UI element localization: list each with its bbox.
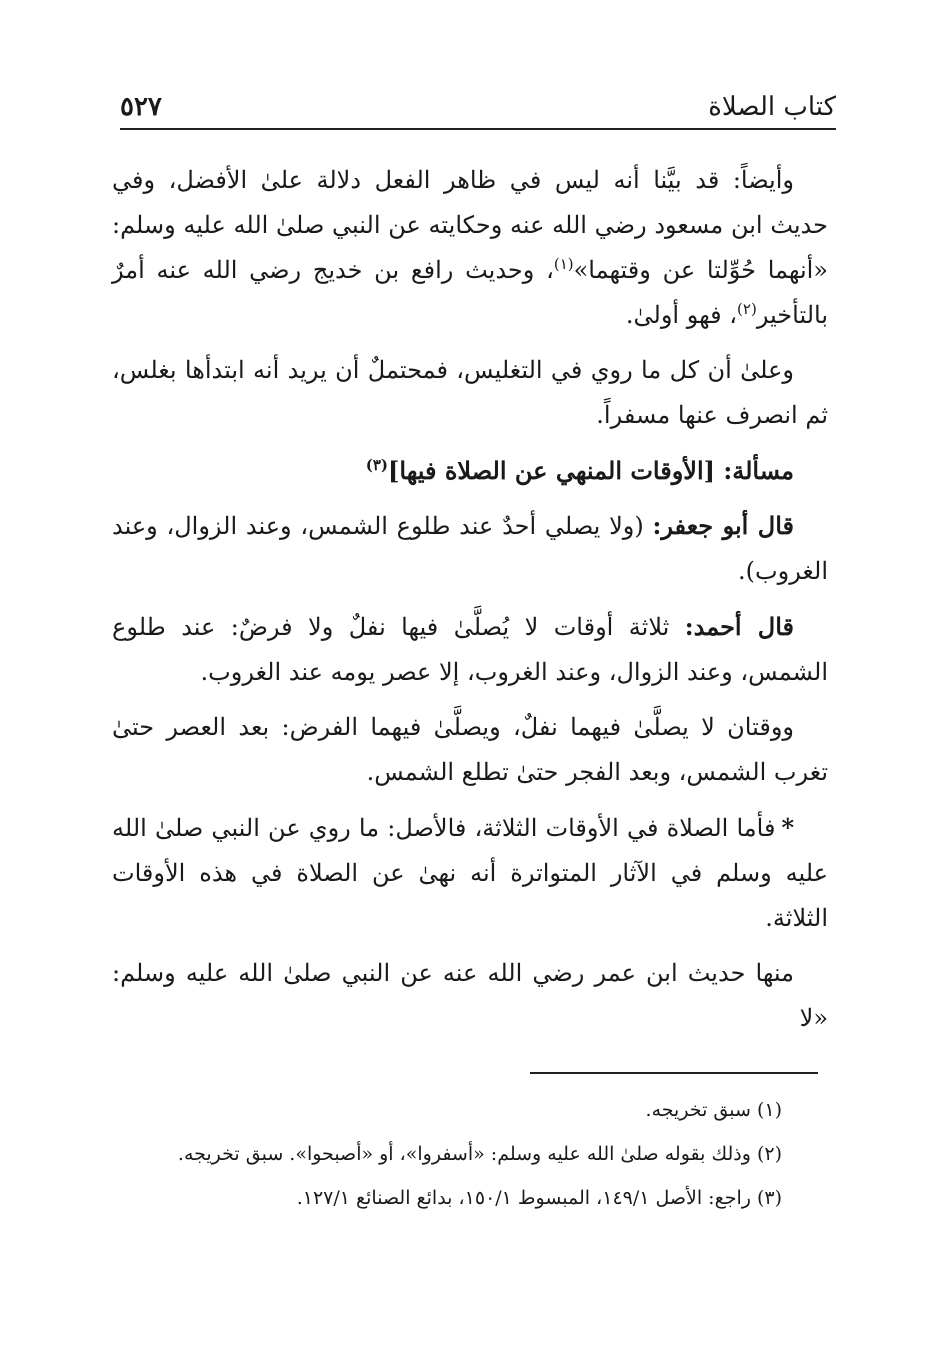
abu-jafar-label: قال أبو جعفر: [652, 511, 794, 540]
issue-heading-text: مسألة: [الأوقات المنهي عن الصلاة فيها] [388, 456, 794, 485]
issue-heading [112, 448, 828, 493]
page-number: ٥٢٧ [120, 92, 162, 122]
paragraph-1-text: وأيضاً: قد بيَّنا أنه ليس في ظاهر الفعل دلالة علىٰ الأفضل، وفي حديث ابن مسعود رضي الله عنه وحكايته عن النبي صلىٰ الله عليه وسلم: «أنهما حُوِّلتا عن وقتهما» [112, 166, 828, 284]
paragraph-1 [112, 158, 828, 338]
paragraph-2: وعلىٰ أن كل ما روي في التغليس، فمحتملٌ أن يريد أنه ابتدأها بغلس، ثم انصرف عنها مسفراً. [112, 356, 828, 429]
paragraph-1-end: ، فهو أولىٰ. [625, 301, 738, 329]
footnote-2: (٢) وذلك بقوله صلىٰ الله عليه وسلم: «أسفروا»، أو «أصبحوا». سبق تخريجه. [177, 1143, 782, 1165]
asterisk-marker: * [781, 813, 794, 842]
abu-jafar-text: (ولا يصلي أحدٌ عند طلوع الشمس، وعند الزوال، وعند الغروب). [112, 512, 828, 585]
paragraph-7 [112, 805, 828, 941]
paragraph-ahmad [112, 604, 828, 695]
paragraph-abu-jafar [112, 503, 828, 594]
paragraph-6: ووقتان لا يصلَّىٰ فيهما نفلٌ، ويصلَّىٰ فيهما الفرض: بعد العصر حتىٰ تغرب الشمس، وبعد الفجر حتىٰ تطلع الشمس. [112, 713, 828, 786]
running-header [120, 82, 836, 130]
paragraph-7-text: فأما الصلاة في الأوقات الثلاثة، فالأصل: ما روي عن النبي صلىٰ الله عليه وسلم في الآثار المتواترة أنه نهىٰ عن الصلاة في هذه الأوقات الثلاثة. [112, 814, 828, 932]
main-text [112, 158, 828, 1051]
ahmad-text: ثلاثة أوقات لا يُصلَّىٰ فيها نفلٌ ولا فرضٌ: عند طلوع الشمس، وعند الزوال، وعند الغروب، إلا عصر يومه عند الغروب. [112, 613, 828, 686]
paragraph-8: منها حديث ابن عمر رضي الله عنه عن النبي صلىٰ الله عليه وسلم: «لا [112, 959, 828, 1032]
footnotes [102, 1088, 782, 1220]
footnote-ref-1: (١) [553, 255, 574, 273]
footnote-3: (٣) راجع: الأصل ١٤٩/١، المبسوط ١٥٠/١، بدائع الصنائع ١٢٧/١. [296, 1187, 782, 1209]
ahmad-label: قال أحمد: [684, 612, 794, 641]
footnote-ref-3: (٣) [365, 456, 389, 474]
footnote-1: (١) سبق تخريجه. [645, 1099, 782, 1121]
footnote-divider [530, 1072, 818, 1074]
chapter-title: كتاب الصلاة [708, 92, 836, 122]
footnote-ref-2: (٢) [737, 300, 757, 318]
paragraph-1-middle: ، وحديث رافع بن خديج رضي الله عنه أمرٌ بالتأخير [112, 256, 828, 329]
